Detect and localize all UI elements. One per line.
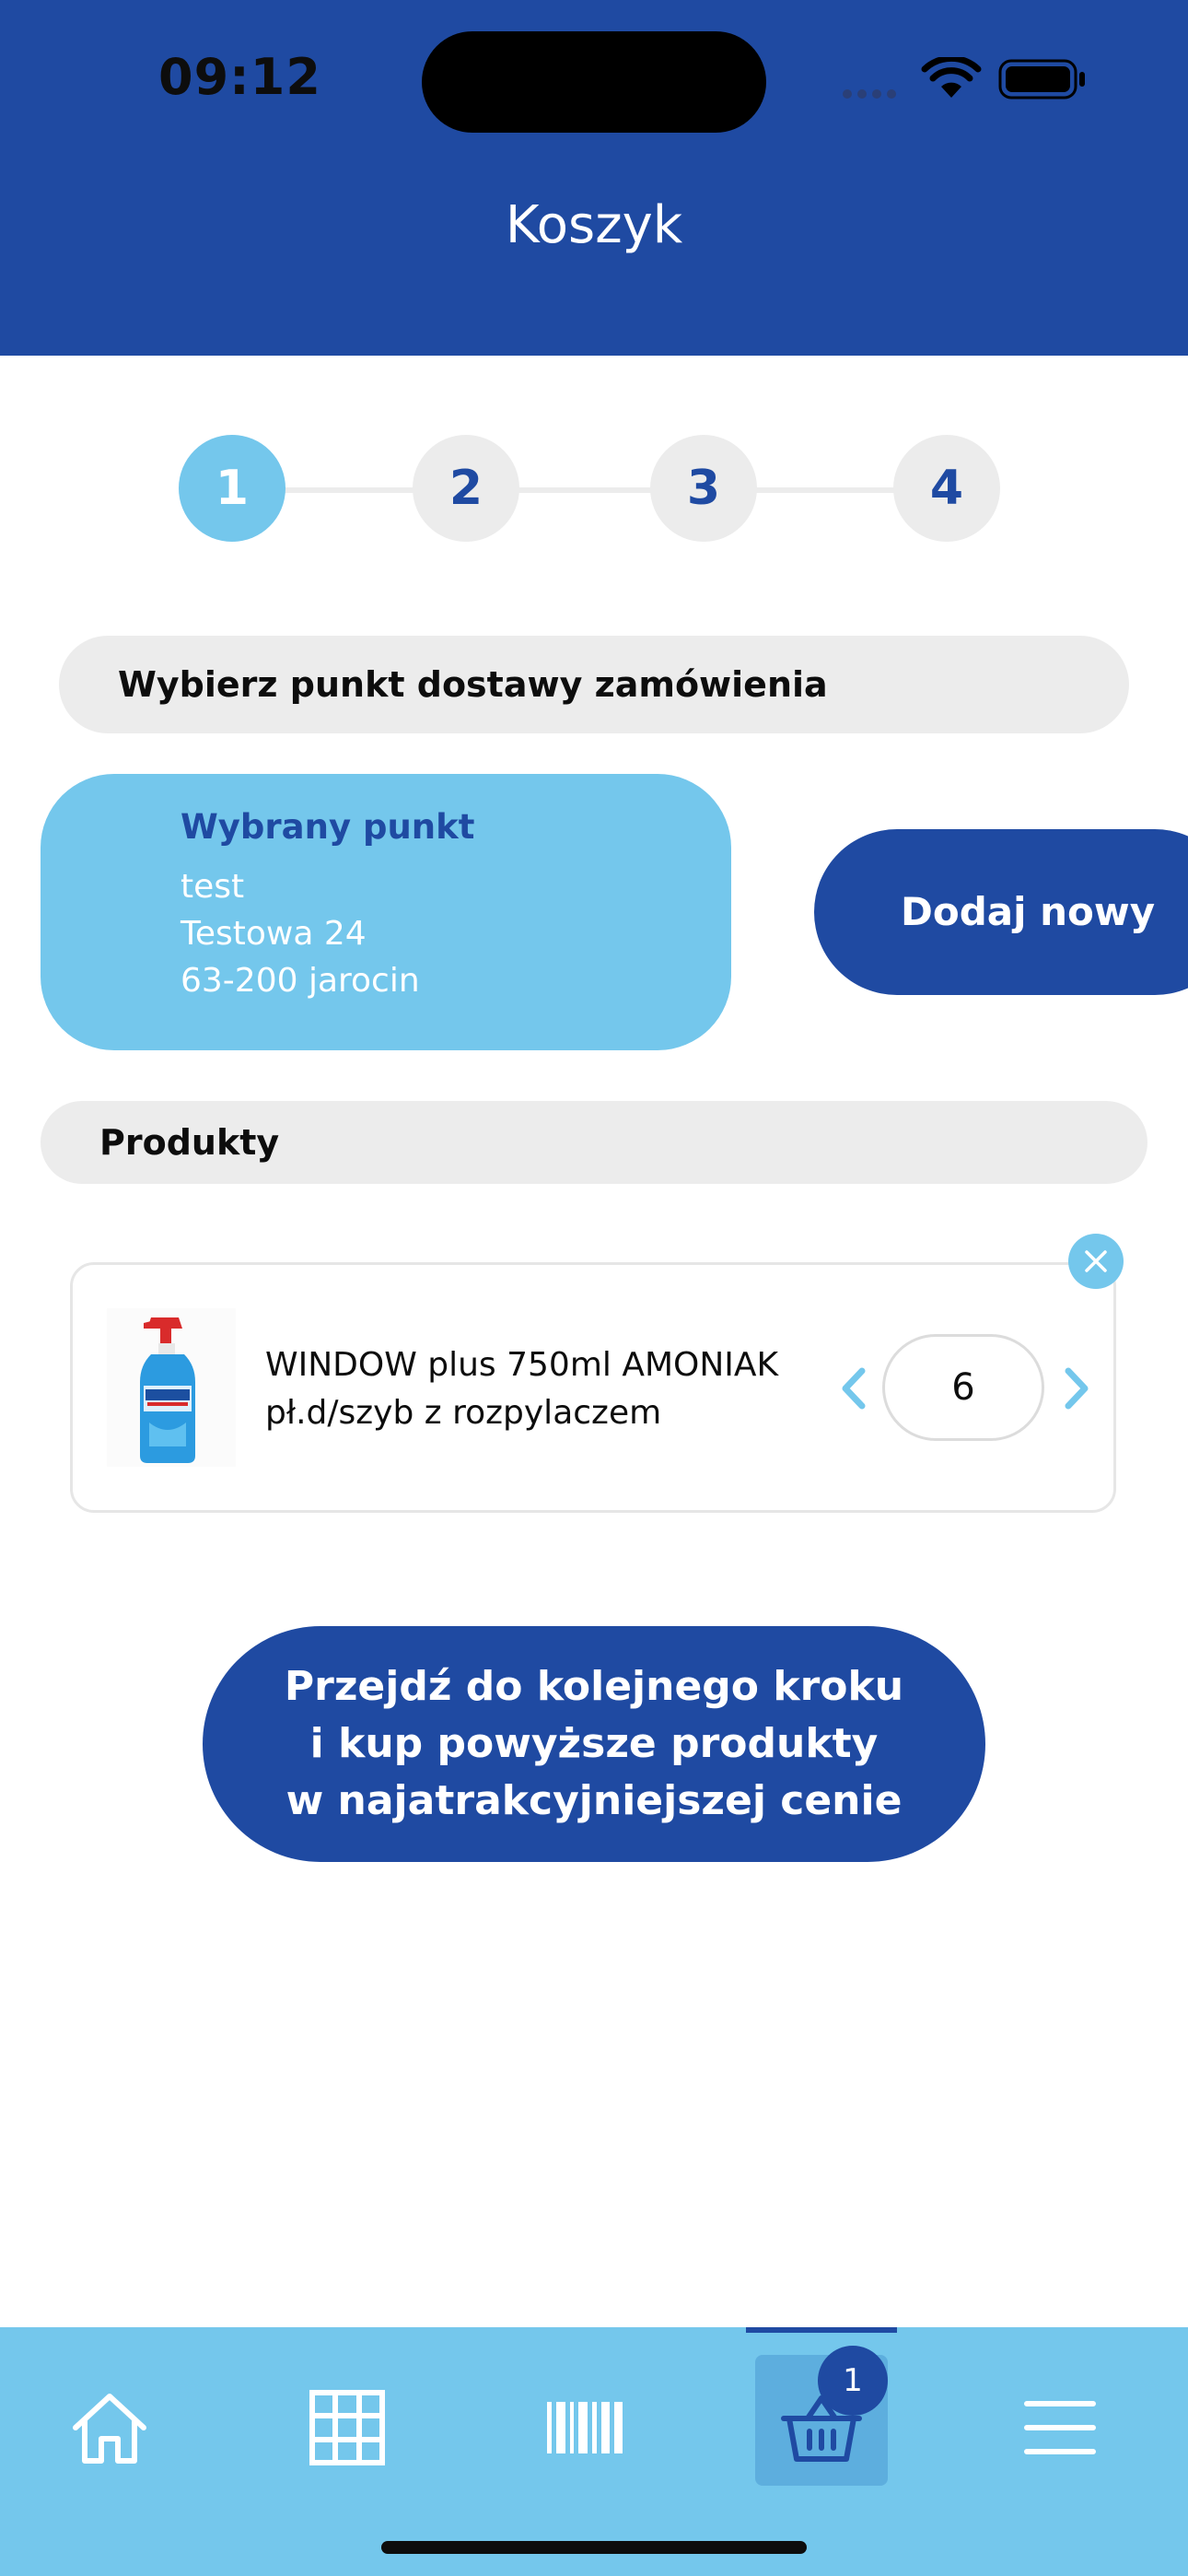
- delivery-section-title: Wybierz punkt dostawy zamówienia: [59, 636, 1129, 733]
- page-title: Koszyk: [505, 195, 683, 255]
- basket-count-badge: 1: [818, 2346, 888, 2416]
- selected-point-label: Wybrany punkt: [181, 807, 475, 847]
- battery-icon: [998, 59, 1087, 100]
- selected-point-name: test: [181, 868, 245, 906]
- tab-home[interactable]: [59, 2377, 160, 2478]
- selected-point-city: 63-200 jarocin: [181, 962, 420, 1000]
- grid-icon: [309, 2389, 386, 2466]
- product-name-line2: pł.d/szyb z rozpylaczem: [265, 1394, 662, 1432]
- step-3[interactable]: 3: [650, 435, 757, 542]
- tab-categories[interactable]: [297, 2377, 398, 2478]
- next-step-line2: i kup powyższe produkty: [309, 1720, 879, 1767]
- product-name-line1: WINDOW plus 750ml AMONIAK: [265, 1346, 779, 1384]
- step-4[interactable]: 4: [893, 435, 1000, 542]
- menu-icon: [1023, 2398, 1097, 2457]
- next-step-line3: w najatrakcyjniejszej cenie: [285, 1777, 903, 1824]
- active-tab-indicator: [746, 2327, 897, 2333]
- status-time: 09:12: [158, 48, 321, 106]
- close-icon: [1082, 1247, 1110, 1275]
- next-step-button[interactable]: [203, 1626, 985, 1862]
- wifi-icon: [921, 57, 982, 101]
- signal-icon: [840, 61, 904, 101]
- step-2[interactable]: 2: [413, 435, 519, 542]
- add-new-point-label: Dodaj nowy: [901, 889, 1156, 934]
- next-step-line1: Przejdź do kolejnego kroku: [284, 1663, 904, 1710]
- remove-product-button[interactable]: [1068, 1234, 1124, 1289]
- step-1[interactable]: 1: [179, 435, 285, 542]
- tab-scanner[interactable]: [534, 2377, 635, 2478]
- product-name: [265, 1341, 818, 1437]
- dynamic-island: [422, 31, 766, 133]
- barcode-icon: [545, 2400, 624, 2455]
- home-icon: [70, 2389, 149, 2466]
- chevron-left-icon[interactable]: [834, 1364, 875, 1413]
- quantity-field[interactable]: 6: [882, 1334, 1044, 1441]
- chevron-right-icon[interactable]: [1055, 1364, 1096, 1413]
- home-indicator: [381, 2541, 807, 2554]
- selected-point-street: Testowa 24: [181, 915, 367, 953]
- tab-menu[interactable]: [1009, 2377, 1111, 2478]
- products-section-title: Produkty: [41, 1101, 1147, 1184]
- product-image: [107, 1308, 236, 1467]
- step-connector: [230, 487, 949, 493]
